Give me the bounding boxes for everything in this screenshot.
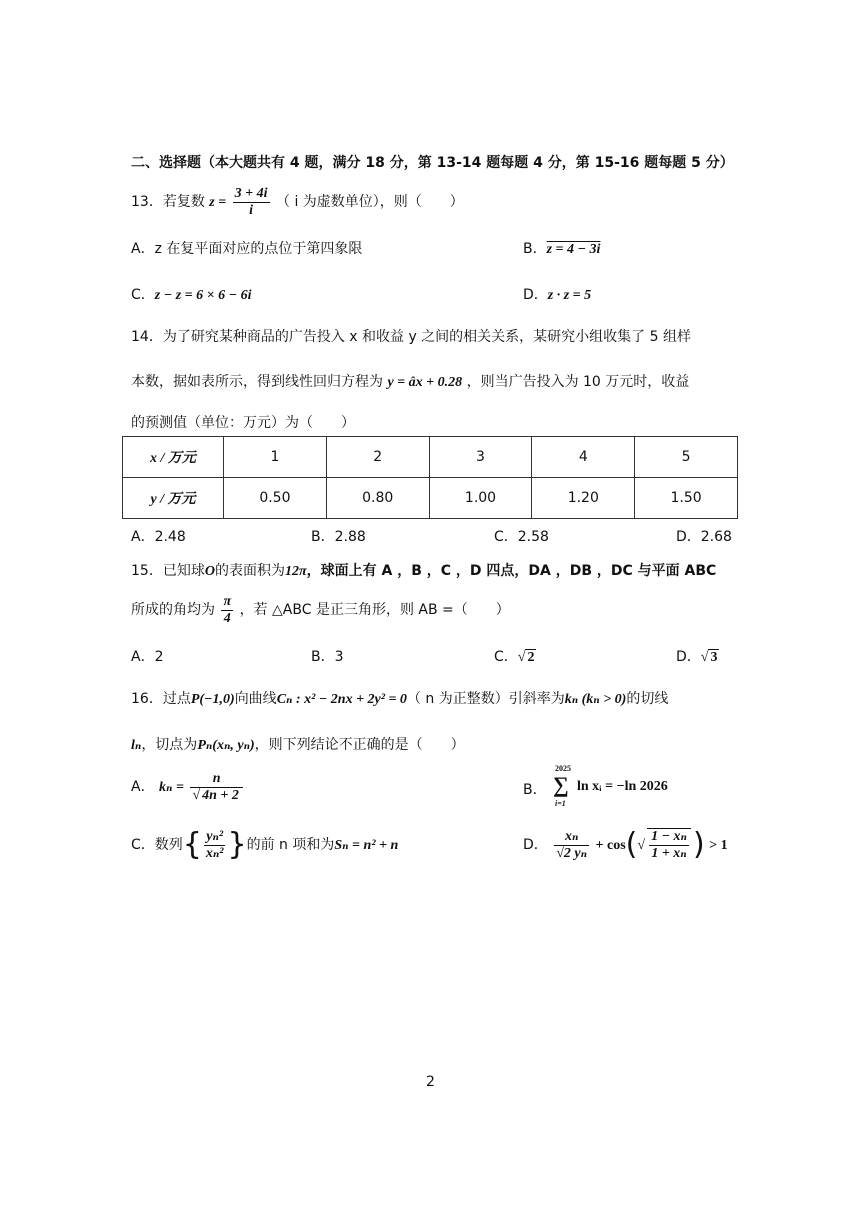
q13-b-text: z = 4 − 3i xyxy=(546,242,601,257)
section-title: 二、选择题（本大题共有 4 题，满分 18 分，第 13-14 题每题 4 分，第 15-16 题每题 5 分） xyxy=(131,155,734,171)
table-cell: 1.20 xyxy=(532,478,635,519)
q16-d-num: xₙ xyxy=(554,829,589,846)
q16-line-2 xyxy=(131,734,465,754)
q16-c-eq: Sₙ = n² + n xyxy=(334,838,399,853)
q15-line-2 xyxy=(131,592,510,628)
q16-option-a xyxy=(131,766,245,808)
q15-fraction xyxy=(221,594,233,627)
summation-icon: ∑ xyxy=(553,772,569,797)
left-paren-icon: ( xyxy=(625,827,638,862)
q16-d-post: > 1 xyxy=(709,838,728,853)
table-header-y: y / 万元 xyxy=(123,478,224,519)
table-cell: 2 xyxy=(326,437,429,478)
q15-option-a: A．2 xyxy=(131,649,164,665)
q15-line2-post: ，若 △ABC 是正三角形，则 AB =（ ） xyxy=(239,602,510,618)
q16-d-inner-num: 1 − xₙ xyxy=(651,829,687,844)
q16-b-sum-top: 2025 xyxy=(555,764,571,773)
q14-line-2 xyxy=(131,371,689,391)
table-cell: 5 xyxy=(635,437,738,478)
q13-a-label: A． xyxy=(131,241,155,257)
q16-tangent-point: Pₙ(xₙ, yₙ) xyxy=(197,738,255,753)
q14-option-d: D．2.68 xyxy=(676,529,732,545)
q15-d-value: 3 xyxy=(710,650,718,665)
q14-data-table xyxy=(122,436,738,519)
q16-a-fraction: $\frac{n}{√ 4n + 2}$ xyxy=(190,771,242,804)
q16-line-1 xyxy=(131,688,668,708)
q13-prefix: 13．若复数 xyxy=(131,194,205,210)
q16-c-pre: 数列 xyxy=(154,837,183,853)
q14-option-b: B．2.88 xyxy=(311,529,366,545)
q13-option-a xyxy=(131,238,362,258)
q13-option-b xyxy=(523,238,600,258)
q15-line1-mid: 的表面积为 xyxy=(214,563,285,579)
q13-c-text: z − z = 6 × 6 − 6i xyxy=(154,288,252,303)
table-row xyxy=(123,478,738,519)
q15-line1-pre: 15．已知球 xyxy=(131,563,205,579)
table-cell: 1.00 xyxy=(429,478,532,519)
q16-line2-post: ，则下列结论不正确的是（ ） xyxy=(254,737,465,753)
q14-line-3: 的预测值（单位：万元）为（ ） xyxy=(131,415,355,431)
q16-option-d: D． $\frac{\text{xₙ}}{\text{√2 yₙ}}$ + cos(√ $\frac{\text{1 − xₙ}}{\text{1 + xₙ}}$ ) > 1 xyxy=(523,827,728,862)
q16-a-num: n xyxy=(190,771,242,788)
q13-frac-den: i xyxy=(249,202,254,218)
q14-line2-pre: 本数，据如表所示，得到线性回归方程为 xyxy=(131,374,383,390)
q16-d-cos: + cos xyxy=(595,838,626,853)
q15-d-label: D． xyxy=(676,649,701,665)
table-cell: 0.50 xyxy=(224,478,327,519)
q16-b-text: ln xᵢ = −ln 2026 xyxy=(577,779,668,794)
q13-z-eq: z = xyxy=(209,195,227,210)
q14-option-c: C．2.58 xyxy=(494,529,549,545)
q16-line2-mid: ，切点为 xyxy=(141,737,198,753)
q13-d-label: D． xyxy=(523,287,548,303)
q16-line1-post: 的切线 xyxy=(626,691,669,707)
q15-frac-num: π xyxy=(223,593,232,609)
q15-c-label: C． xyxy=(494,649,518,665)
table-cell: 0.80 xyxy=(326,478,429,519)
table-row xyxy=(123,437,738,478)
q16-slope: kₙ (kₙ > 0) xyxy=(564,692,627,707)
question-13-stem xyxy=(131,184,464,220)
q14-regression-eq: y = âx + 0.28 xyxy=(387,375,463,390)
q16-tangent-l: lₙ xyxy=(131,738,142,753)
q16-a-label: A． xyxy=(131,779,155,795)
q16-line1-mid: 向曲线 xyxy=(234,691,277,707)
q13-a-text: z 在复平面对应的点位于第四象限 xyxy=(154,241,363,257)
q15-area: 12π xyxy=(284,564,307,579)
q13-frac-num: 3 + 4i xyxy=(234,185,268,201)
page-number: 2 xyxy=(426,1074,435,1090)
q15-option-b: B．3 xyxy=(311,649,344,665)
q15-line-1 xyxy=(131,560,716,580)
q13-b-label: B． xyxy=(523,241,547,257)
q16-point: P(−1,0) xyxy=(190,692,235,707)
q16-d-inner-den: 1 + xₙ xyxy=(651,846,687,861)
q15-option-c: C．√ 2 xyxy=(494,649,535,665)
q14-option-a: A．2.48 xyxy=(131,529,186,545)
q15-option-d: D．√ 3 xyxy=(676,649,718,665)
q13-c-label: C． xyxy=(131,287,155,303)
q16-c-den: xₙ² xyxy=(205,845,224,861)
q16-line1-pre: 16．过点 xyxy=(131,691,191,707)
q15-sphere-o: O xyxy=(204,564,215,579)
q16-c-num: yₙ² xyxy=(204,829,226,846)
table-cell: 1 xyxy=(224,437,327,478)
q16-d-den: 2 yₙ xyxy=(563,845,588,861)
q15-c-value: 2 xyxy=(527,650,535,665)
q16-line1-mid2: （ n 为正整数）引斜率为 xyxy=(406,691,565,707)
q16-a-lhs: kₙ = xyxy=(159,780,184,795)
q15-frac-den: 4 xyxy=(223,610,231,626)
q16-option-c xyxy=(131,820,398,870)
q15-line1-post: ，球面上有 A ，B ，C ，D 四点，DA ，DB ，DC 与平面 ABC xyxy=(306,563,717,579)
q16-b-sum-bot: i=1 xyxy=(555,799,566,808)
q16-d-label: D． xyxy=(523,837,548,853)
q14-line-1: 14．为了研究某种商品的广告投入 x 和收益 y 之间的相关关系，某研究小组收集了 5 组样 xyxy=(131,329,691,345)
right-brace-icon: } xyxy=(227,827,247,862)
q13-option-c xyxy=(131,284,252,304)
q16-a-den: 4n + 2 xyxy=(202,787,239,803)
q15-line2-pre: 所成的角均为 xyxy=(131,602,215,618)
q16-c-mid: 的前 n 项和为 xyxy=(246,837,335,853)
q16-d-inner-fraction xyxy=(647,828,691,862)
q16-curve: Cₙ : x² − 2nx + 2y² = 0 xyxy=(276,692,407,707)
table-cell: 4 xyxy=(532,437,635,478)
q13-fraction xyxy=(233,186,270,219)
table-cell: 1.50 xyxy=(635,478,738,519)
right-paren-icon: ) xyxy=(692,827,705,862)
q16-c-fraction xyxy=(204,829,226,862)
q13-suffix: （ i 为虚数单位），则（ ） xyxy=(276,194,464,210)
q16-c-label: C． xyxy=(131,837,155,853)
left-brace-icon: { xyxy=(182,827,202,862)
q16-b-label: B． xyxy=(523,782,547,798)
q14-line2-post: ，则当广告投入为 10 万元时，收益 xyxy=(466,374,690,390)
q13-d-text: z · z = 5 xyxy=(547,288,592,303)
table-cell: 3 xyxy=(429,437,532,478)
q16-d-fraction: $\frac{\text{xₙ}}{\text{√2 yₙ}}$ xyxy=(556,828,588,861)
table-header-x: x / 万元 xyxy=(123,437,224,478)
q13-option-d xyxy=(523,284,591,304)
